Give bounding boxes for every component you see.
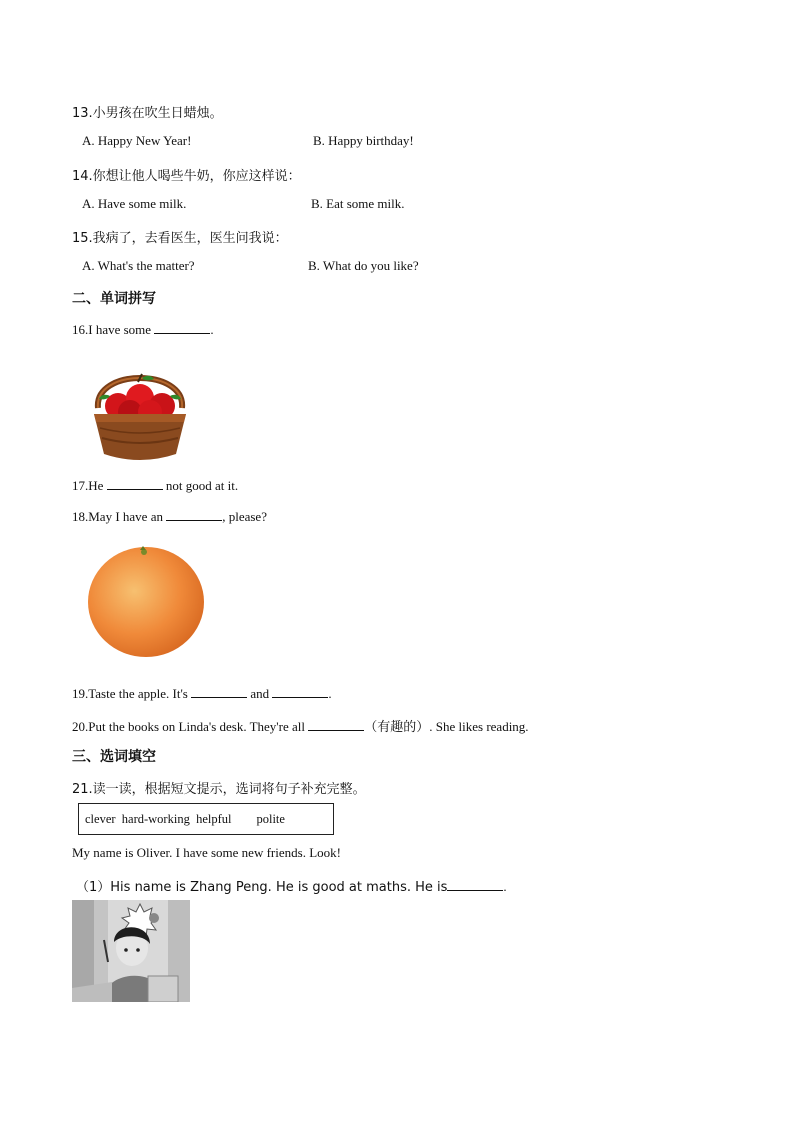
question-13-option-b[interactable]: B. Happy birthday! [313,133,414,148]
question-19-blank-1[interactable] [191,685,247,698]
question-15-option-b[interactable]: B. What do you like? [308,258,419,273]
question-21-prompt: 21.读一读，根据短文提示，选词将句子补充完整。 [72,782,366,797]
question-17: 17.He not good at it. [72,478,239,493]
question-20-text: 20.Put the books on Linda's desk. They're all [72,719,309,734]
passage-intro: My name is Oliver. I have some new friends. Look! [72,845,341,860]
question-15-prompt: 15.我病了，去看医生，医生问我说： [72,231,288,246]
question-18: 18.May I have an , please? [72,509,267,524]
question-19-blank-2[interactable] [272,685,328,698]
question-17-blank[interactable] [107,477,163,490]
boy-thinking-image [72,900,190,1002]
question-20-blank[interactable] [308,718,364,731]
question-14-prompt: 14.你想让他人喝些牛奶，你应这样说： [72,169,301,184]
question-21-sub-1-text: （1）His name is Zhang Peng. He is good at maths. He is [76,880,448,895]
question-20: 20.Put the books on Linda's desk. They're all （有趣的）. She likes reading. [72,719,529,735]
question-14-option-b[interactable]: B. Eat some milk. [311,196,405,211]
question-21-sub-1-blank[interactable] [447,878,503,891]
question-13-option-a[interactable]: A. Happy New Year! [82,133,192,148]
question-15-option-a[interactable]: A. What's the matter? [82,258,195,273]
word-bank-box: clever hard-working helpful polite [78,803,334,835]
section-2-title: 二、单词拼写 [72,291,156,307]
question-14-option-a[interactable]: A. Have some milk. [82,196,187,211]
question-16: 16.I have some . [72,322,214,337]
question-16-text: 16.I have some [72,322,155,337]
orange-image [74,540,234,670]
section-3-title: 三、选词填空 [72,749,156,765]
question-17-text: 17.He [72,478,107,493]
question-18-text: 18.May I have an [72,509,167,524]
question-19-text: 19.Taste the apple. It's [72,686,192,701]
apple-basket-image [88,348,192,466]
question-18-blank[interactable] [166,508,222,521]
question-19: 19.Taste the apple. It's and . [72,686,332,701]
question-20-hint: （有趣的） [364,720,430,735]
question-16-blank[interactable] [154,321,210,334]
question-13-prompt: 13.小男孩在吹生日蜡烛。 [72,106,223,121]
question-21-sub-1: （1）His name is Zhang Peng. He is good at maths. He is . [76,879,507,895]
